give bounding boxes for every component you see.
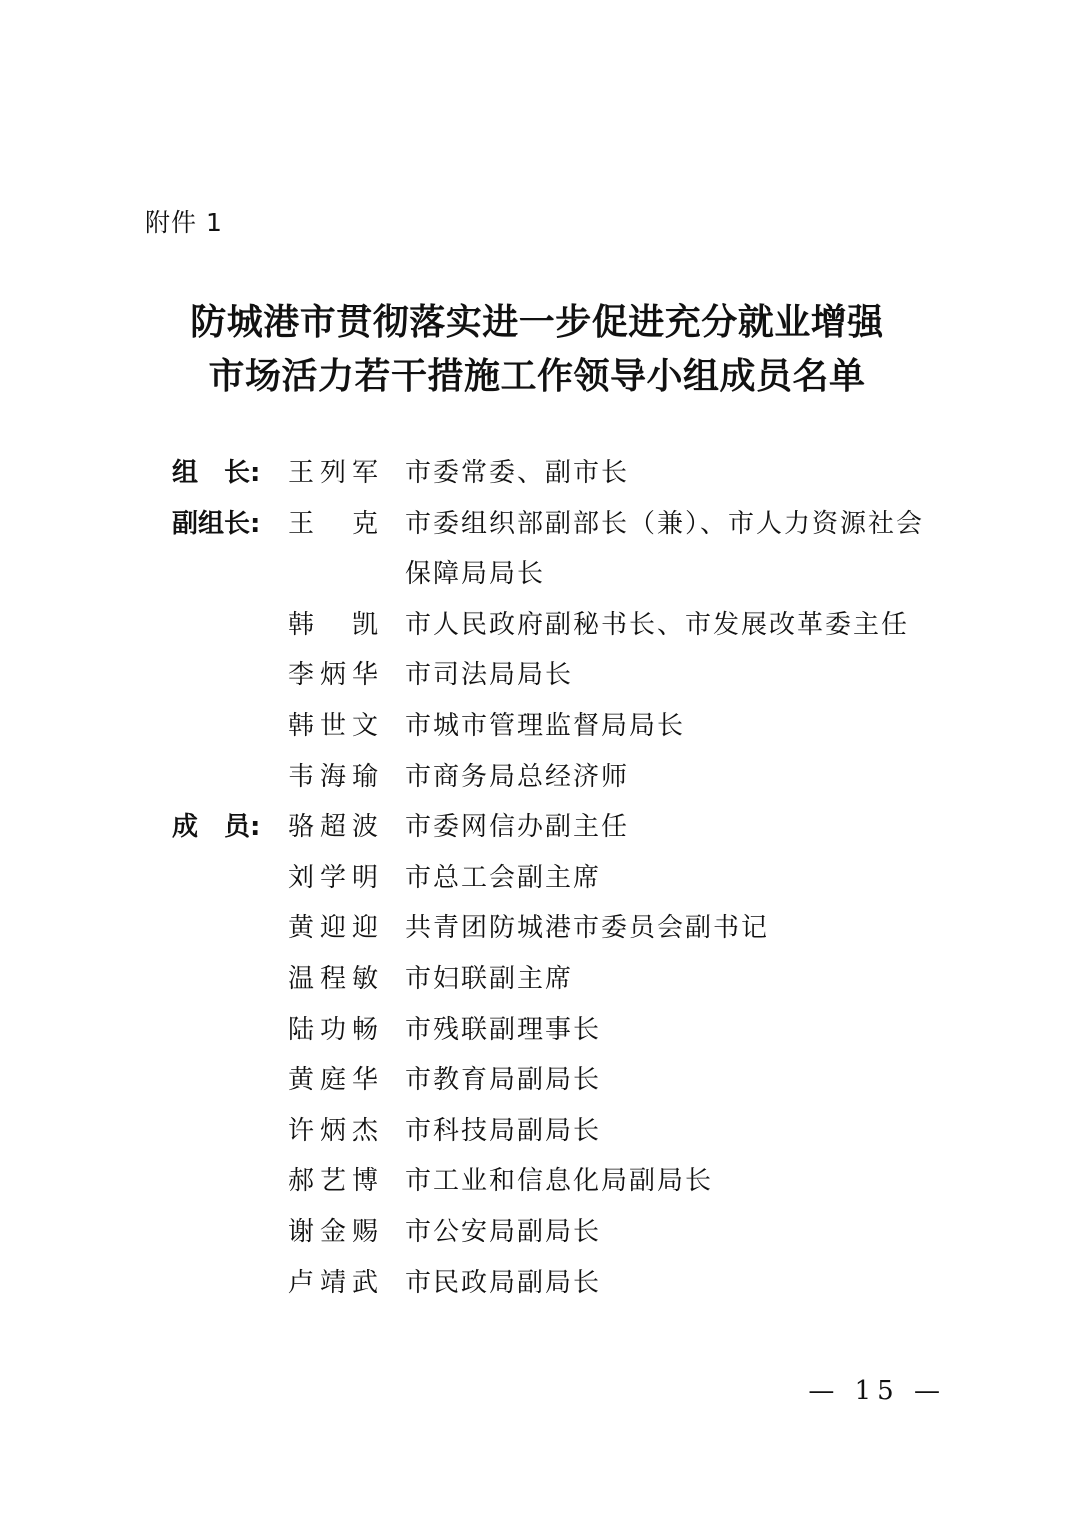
roster-position: 共青团防城港市委员会副书记 <box>405 913 770 944</box>
roster-name: 许炳杰 <box>288 1115 378 1146</box>
roster-name: 骆超波 <box>288 812 378 843</box>
roster-name: 刘学明 <box>288 862 378 893</box>
roster-name: 王 克 <box>288 508 378 539</box>
roster-name: 卢靖武 <box>288 1267 378 1298</box>
roster-position: 市委网信办副主任 <box>405 812 630 843</box>
roster-role: 组 长: <box>172 458 261 488</box>
document-title-line-2: 市场活力若干措施工作领导小组成员名单 <box>208 355 866 397</box>
roster-position: 市商务局总经济师 <box>405 761 630 792</box>
roster-name: 韩 凯 <box>288 609 378 640</box>
roster-position: 市科技局副局长 <box>405 1115 602 1146</box>
roster-position: 市工业和信息化局副局长 <box>405 1166 714 1197</box>
roster-position: 市城市管理监督局局长 <box>405 711 686 741</box>
roster-position: 市教育局副局长 <box>405 1065 602 1096</box>
roster-position: 市委组织部副部长（兼）、市人力资源社会 <box>405 508 925 539</box>
roster-position: 市妇联副主席 <box>405 964 574 994</box>
roster-name: 陆功畅 <box>288 1014 378 1045</box>
roster-role: 副组长: <box>172 508 261 539</box>
roster-role: 成 员: <box>172 812 261 843</box>
page-number: — 15 — <box>808 1376 946 1406</box>
roster-position: 市残联副理事长 <box>405 1014 602 1045</box>
roster-name: 李炳华 <box>288 660 378 691</box>
roster-name: 黄迎迎 <box>288 913 378 944</box>
roster-position: 市总工会副主席 <box>405 862 602 893</box>
roster-position: 市委常委、副市长 <box>405 458 630 488</box>
roster-position: 市公安局副局长 <box>405 1217 602 1247</box>
roster-position: 市人民政府副秘书长、市发展改革委主任 <box>405 609 910 640</box>
roster-position: 市司法局局长 <box>405 660 574 691</box>
roster-name: 王列军 <box>288 458 378 488</box>
roster-name: 谢金赐 <box>288 1217 378 1247</box>
roster-name: 韩世文 <box>288 711 378 741</box>
roster-name: 郝艺博 <box>288 1166 378 1197</box>
roster-name: 温程敏 <box>288 964 378 994</box>
roster-name: 黄庭华 <box>288 1065 378 1096</box>
roster-position: 保障局局长 <box>405 559 546 590</box>
attachment-label: 附件 1 <box>145 208 223 237</box>
roster-name: 韦海瑜 <box>288 761 378 792</box>
document-title-line-1: 防城港市贯彻落实进一步促进充分就业增强 <box>190 301 884 343</box>
roster-position: 市民政局副局长 <box>405 1267 602 1298</box>
